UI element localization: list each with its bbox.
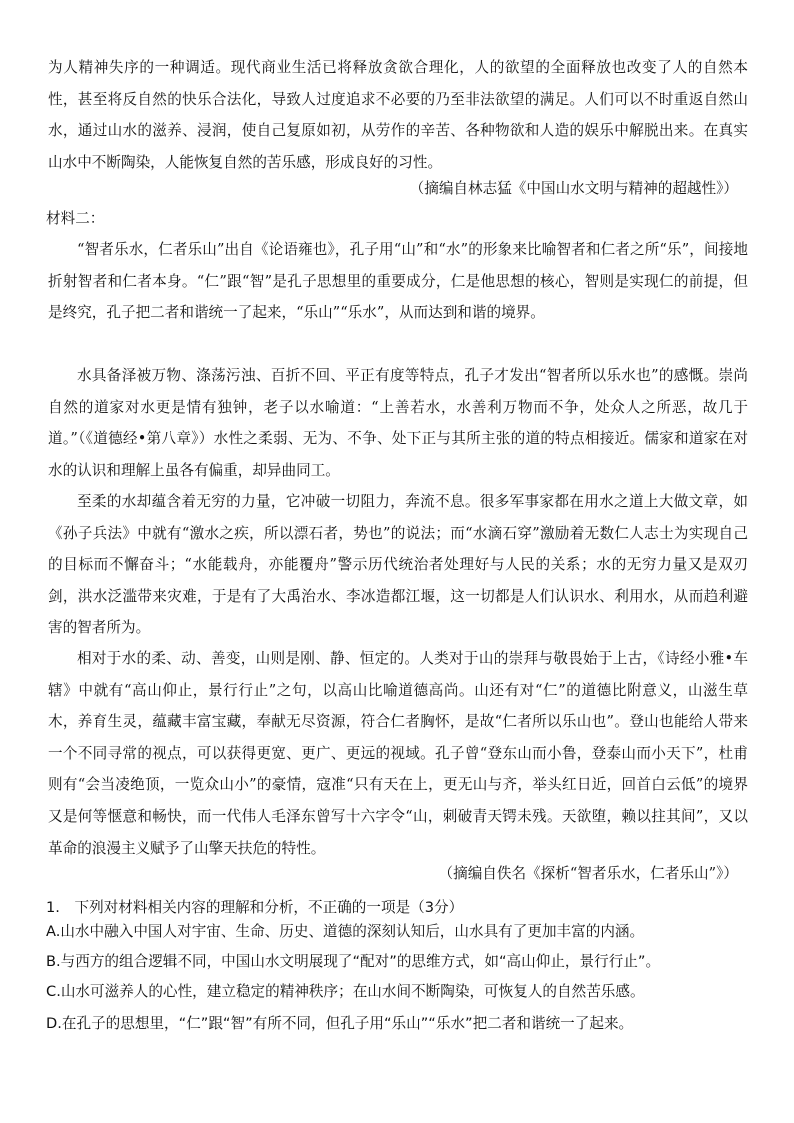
material1-tail-paragraph: 为人精神失序的一种调适。现代商业生活已将释放贪欲合理化，人的欲望的全面释放也改变了人的自然本性，甚至将反自然的快乐合法化，导致人过度追求不必要的乃至非法欲望的满足。人们可以不时重返自然山水，通过山水的滋养、浸润，使自己复原如初，从劳作的辛苦、各种物欲和人造的娱乐中解脱出来。在真实山水中不断陶染，人能恢复自然的苦乐感，形成良好的习性。 [48, 59, 748, 171]
material2-label: 材料二： [46, 210, 105, 227]
question-stem: 1. 下列对材料相关内容的理解和分析，不正确的一项是（3分） [46, 899, 464, 916]
option-c[interactable]: C.山水可滋养人的心性，建立稳定的精神秩序；在山水间不断陶染，可恢复人的自然苦乐感。 [46, 983, 645, 1000]
material2-paragraph-2: 水具备泽被万物、涤荡污浊、百折不回、平正有度等特点，孔子才发出“智者所以乐水也”的感慨。崇尚自然的道家对水更是情有独钟，老子以水喻道：“上善若水，水善利万物而不争，处众人之所恶，故几于道。”（《道德经•第八章》）水性之柔弱、无为、不争、处下正与其所主张的道的特点相接近。儒家和道家在对水的认识和理解上虽各有偏重，却异曲同工。 [48, 367, 748, 479]
option-a[interactable]: A.山水中融入中国人对宇宙、生命、历史、道德的深刻认知后，山水具有了更加丰富的内涵。 [46, 923, 645, 940]
source-citation-1: （摘编自林志猛《中国山水文明与精神的超越性》） [409, 180, 738, 197]
source-citation-2: （摘编自佚名《探析“智者乐水，仁者乐山”》） [438, 865, 738, 882]
material2-paragraph-1: “智者乐水，仁者乐山”出自《论语雍也》，孔子用“山”和“水”的形象来比喻智者和仁者之所“乐”，间接地折射智者和仁者本身。“仁”跟“智”是孔子思想里的重要成分，仁是他思想的核心，智则是实现仁的前提，但是终究，孔子把二者和谐统一了起来，“乐山”“乐水”，从而达到和谐的境界。 [48, 241, 748, 322]
option-d[interactable]: D.在孔子的思想里，“仁”跟“智”有所不同，但孔子用“乐山”“乐水”把二者和谐统一了起来。 [46, 1015, 634, 1032]
option-b[interactable]: B.与西方的组合逻辑不同，中国山水文明展现了“配对”的思维方式，如“高山仰止，景行行止”。 [46, 953, 661, 970]
material2-paragraph-3: 至柔的水却蕴含着无穷的力量，它冲破一切阻力，奔流不息。很多军事家都在用水之道上大做文章，如《孙子兵法》中就有“激水之疾，所以漂石者，势也”的说法；而“水滴石穿”激励着无数仁人志士为实现自己的目标而不懈奋斗；“水能载舟，亦能覆舟”警示历代统治者处理好与人民的关系；水的无穷力量又是双刃剑，洪水泛滥带来灾难，于是有了大禹治水、李冰造都江堰，这一切都是人们认识水、利用水，从而趋利避害的智者所为。 [48, 493, 748, 637]
material2-paragraph-4: 相对于水的柔、动、善变，山则是刚、静、恒定的。人类对于山的崇拜与敬畏始于上古，《诗经小雅•车辖》中就有“高山仰止，景行行止”之句，以高山比喻道德高尚。山还有对“仁”的道德比附意义，山滋生草木，养育生灵，蕴藏丰富宝藏，奉献无尽资源，符合仁者胸怀，是故“仁者所以乐山也”。登山也能给人带来一个不同寻常的视点，可以获得更宽、更广、更远的视域。孔子曾“登东山而小鲁，登泰山而小天下”，杜甫则有“会当凌绝顶，一览众山小”的豪情，寇准“只有天在上，更无山与齐，举头红日近，回首白云低”的境界又是何等惬意和畅快，而一代伟人毛泽东曾写十六字令“山，刺破青天锷未残。天欲堕，赖以拄其间”，又以革命的浪漫主义赋予了山擎天扶危的特性。 [48, 650, 748, 857]
